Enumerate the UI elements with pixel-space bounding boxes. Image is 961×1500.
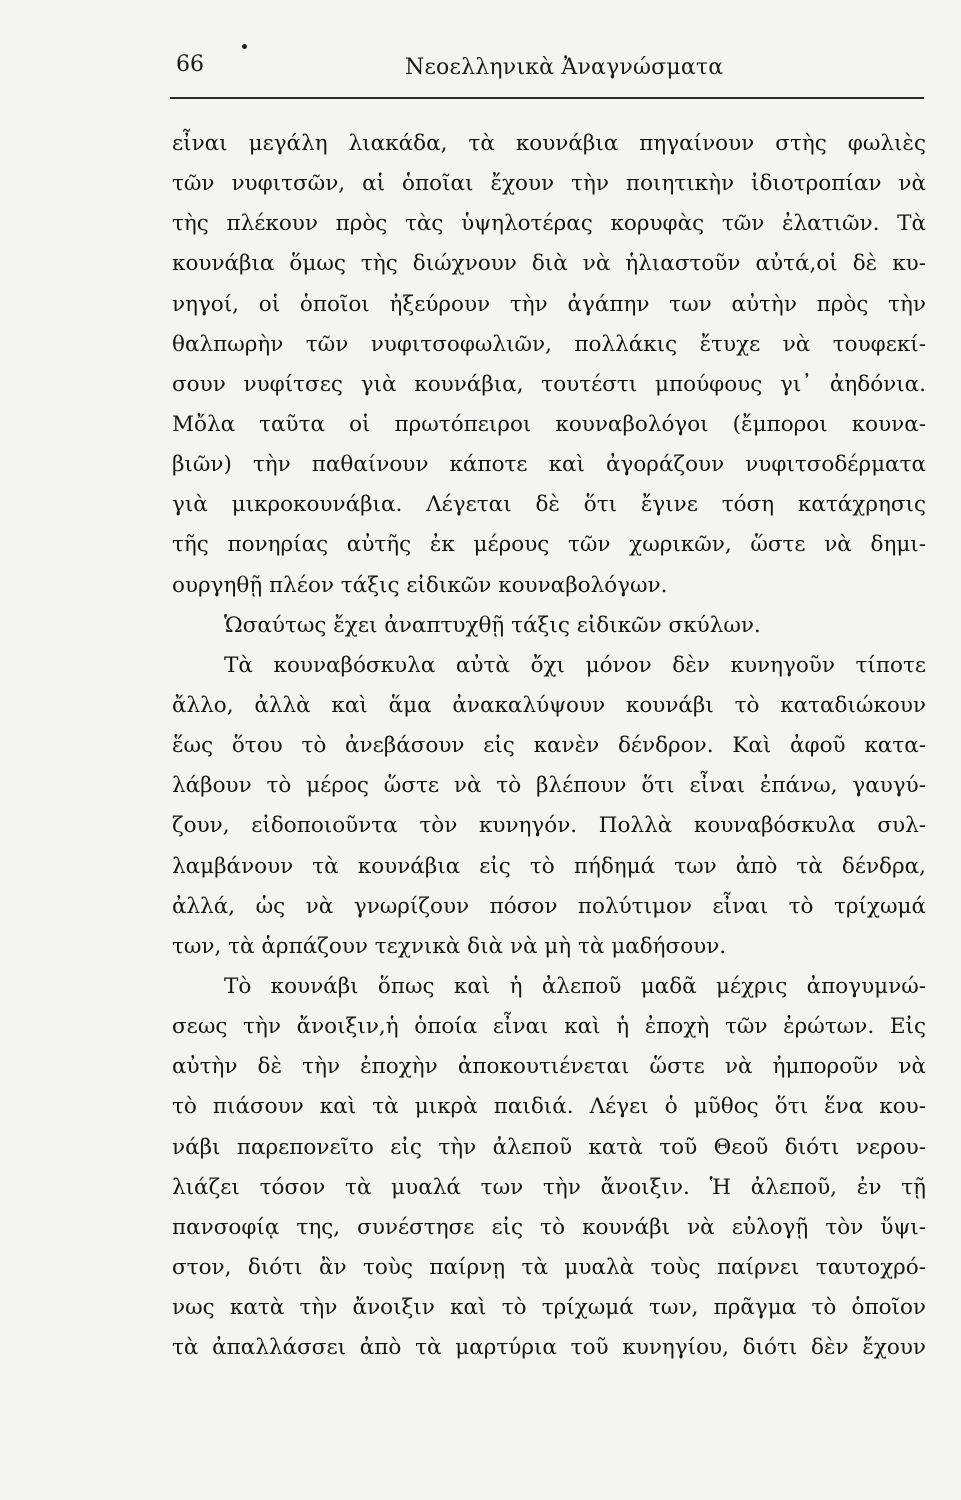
text-line: ἕως ὅτου τὸ ἀνεβάσουν εἰς κανὲν δένδρον. Καὶ ἀφοῦ κατα-	[172, 733, 926, 759]
text-line: Τὸ κουνάβι ὅπως καὶ ἡ ἀλεποῦ μαδᾶ μέχρις ἀπογυμνώ-	[224, 973, 926, 999]
text-line: των, τὰ ἁρπάζουν τεχνικὰ διὰ νὰ μὴ τὰ μαδήσουν.	[172, 933, 727, 959]
text-line: γιὰ μικροκουνάβια. Λέγεται δὲ ὅτι ἔγινε τόση κατάχρησις	[172, 492, 926, 518]
text-line: λιάζει τόσον τὰ μυαλά των τὴν ἄνοιξιν. Ἡ ἀλεποῦ, ἐν τῇ	[172, 1174, 926, 1200]
text-line: νηγοί, οἱ ὁποῖοι ἠξεύρουν τὴν ἀγάπην των αὐτὴν πρὸς τὴν	[172, 291, 926, 317]
text-line: ἄλλο, ἀλλὰ καὶ ἅμα ἀνακαλύψουν κουνάβι τὸ καταδιώκουν	[172, 692, 926, 718]
header-rule	[170, 97, 924, 99]
body-text	[172, 124, 926, 1368]
text-line: Ὡσαύτως ἔχει ἀναπτυχθῇ τάξις εἰδικῶν σκύλων.	[224, 612, 761, 638]
text-line: βιῶν) τὴν παθαίνουν κάποτε καὶ ἀγοράζουν νυφιτσοδέρματα	[172, 452, 926, 478]
text-line: τῆς πονηρίας αὐτῆς ἐκ μέρους τῶν χωρικῶν, ὥστε νὰ δημι-	[172, 532, 926, 558]
page-number: 66	[176, 52, 204, 77]
text-line: ἀλλά, ὡς νὰ γνωρίζουν πόσον πολύτιμον εἶναι τὸ τρίχωμά	[172, 893, 926, 919]
text-line: πανσοφίᾳ της, συνέστησε εἰς τὸ κουνάβι νὰ εὐλογῇ τὸν ὕψι-	[172, 1214, 926, 1240]
text-line: ουργηθῇ πλέον τάξις εἰδικῶν κουναβολόγων.	[172, 572, 668, 598]
text-line: κουνάβια ὅμως τὴς διώχνουν διὰ νὰ ἡλιαστοῦν αὐτά,οἱ δὲ κυ-	[172, 251, 926, 277]
text-line: Μὄλα ταῦτα οἱ πρωτόπειροι κουναβολόγοι (ἔμποροι κουνα-	[172, 411, 926, 437]
running-title: Νεοελληνικὰ Ἀναγνώσματα	[405, 55, 724, 80]
text-line: σουν νυφίτσες γιὰ κουνάβια, τουτέστι μπούφους γι᾽ ἀηδόνια.	[172, 371, 926, 397]
text-line: θαλπωρὴν τῶν νυφιτσοφωλιῶν, πολλάκις ἔτυχε νὰ τουφεκί-	[172, 331, 926, 357]
page-header	[170, 44, 925, 90]
text-line: στον, διότι ἂν τοὺς παίρνῃ τὰ μυαλὰ τοὺς παίρνει ταυτοχρό-	[172, 1254, 926, 1280]
text-line: αὐτὴν δὲ τὴν ἐποχὴν ἀποκουτιένεται ὥστε νὰ ἠμποροῦν νὰ	[172, 1054, 926, 1080]
text-line: τὸ πιάσουν καὶ τὰ μικρὰ παιδιά. Λέγει ὁ μῦθος ὅτι ἕνα κου-	[172, 1094, 926, 1120]
text-line: νάβι παρεπονεῖτο εἰς τὴν ἀλεποῦ κατὰ τοῦ Θεοῦ διότι νερου-	[172, 1134, 926, 1160]
text-line: λαμβάνουν τὰ κουνάβια εἰς τὸ πήδημά των ἀπὸ τὰ δένδρα,	[172, 853, 926, 879]
text-line: τῶν νυφιτσῶν, αἱ ὁποῖαι ἔχουν τὴν ποιητικὴν ἰδιοτροπίαν νὰ	[172, 171, 926, 197]
text-line: τὰ ἀπαλλάσσει ἀπὸ τὰ μαρτύρια τοῦ κυνηγίου, διότι δὲν ἔχουν	[172, 1335, 926, 1361]
text-line: σεως τὴν ἄνοιξιν,ἡ ὁποία εἶναι καὶ ἡ ἐποχὴ τῶν ἐρώτων. Εἰς	[172, 1014, 926, 1040]
text-line: ζουν, εἰδοποιοῦντα τὸν κυνηγόν. Πολλὰ κουναβόσκυλα συλ-	[172, 813, 926, 839]
text-line: Τὰ κουναβόσκυλα αὐτὰ ὄχι μόνον δὲν κυνηγοῦν τίποτε	[224, 652, 926, 678]
text-line: νως κατὰ τὴν ἄνοιξιν καὶ τὸ τρίχωμά των, πρᾶγμα τὸ ὁποῖον	[172, 1295, 926, 1321]
text-line: λάβουν τὸ μέρος ὥστε νὰ τὸ βλέπουν ὅτι εἶναι ἐπάνω, γαυγύ-	[172, 773, 926, 799]
ink-dot	[242, 44, 247, 49]
text-line: εἶναι μεγάλη λιακάδα, τὰ κουνάβια πηγαίνουν στὴς φωλιὲς	[172, 131, 926, 156]
text-line: τὴς πλέκουν πρὸς τὰς ὑψηλοτέρας κορυφὰς τῶν ἐλατιῶν. Τὰ	[172, 211, 926, 237]
